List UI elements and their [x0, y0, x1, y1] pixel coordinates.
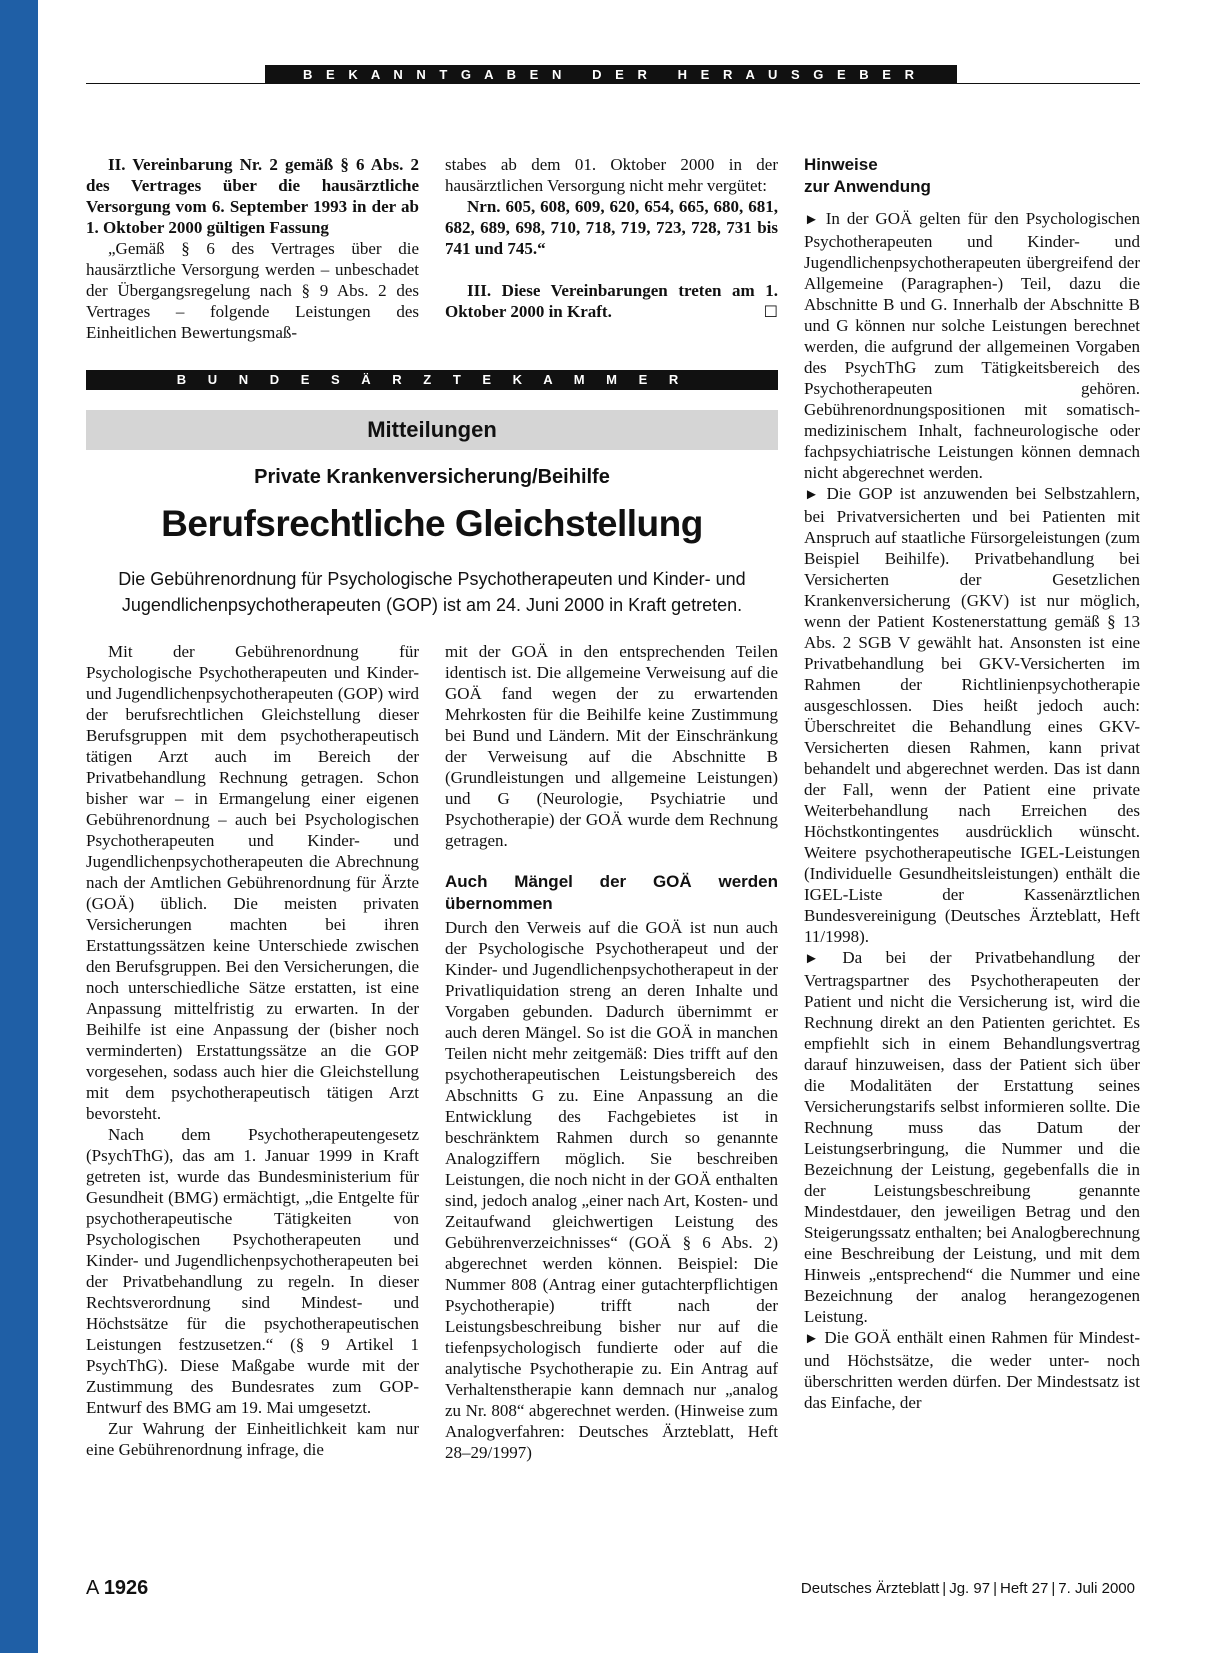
hinweis-text: Die GOP ist anzuwenden bei Selbstzahlern, bei Privatversicherten und bei Patienten mit Anspruch auf staatliche Fürsorgeleistungen (zum Beispiel Beihilfe). Privatbehandlung bei Versicherten der Gesetzlichen Krankenversicherung (GKV) ist nur möglich, wenn der Patient Kostenerstattung gemäß § 13 Abs. 2 SGB V gewählt hat. Ansonsten ist eine Privatbehandlung bei GKV-Versicherten im Rahmen der Richtlinienpsychotherapie ausgeschlossen. Dies heißt jedoch auch: Überschreitet die Behandlung eines GKV-Versicherten diesen Rahmen, kann privat behandelt und abgerechnet werden. Das ist dann der Fall, wenn der Patient eine private Weiterbehandlung nach Erreichen des Höchstkontingentes ausdrücklich wünscht. Weitere psychotherapeutische IGEL-Leistungen (Individuelle Gesundheitsleistungen) enthält die IGEL-Liste der Kassenärztlichen Bundesvereinigung (Deutsches Ärzteblatt, Heft 11/1998). — [804, 484, 1141, 946]
header-section-bar — [265, 65, 957, 84]
hinweis-item — [804, 483, 1140, 947]
article-lead: Die Gebührenordnung für Psychologische Psychotherapeuten und Kinder- und Jugendlichenpsychotherapeuten (GOP) ist am 24. Juni 2000 in Kraft getreten. — [118, 569, 746, 615]
page-prefix: A — [86, 1577, 99, 1599]
inkrafttreten — [445, 280, 778, 322]
article-paragraph: mit der GOÄ in den entsprechenden Teilen identisch ist. Die allgemeine Verweisung auf die GOÄ fand wegen der zu erwartenden Mehrkosten für die Beihilfe keine Zustimmung bei Bund und Ländern. Mit der Einschränkung der Verweisung auf die Abschnitte B (Grundleistungen und allgemeine Leistungen) und G (Neurologie, Psychiatrie und Psychotherapie) der GOÄ wurde dem Rechnung getragen. — [445, 642, 778, 850]
header-rule — [86, 83, 1140, 84]
top-left-column — [86, 154, 419, 343]
bundesaerztekammer-bar — [86, 370, 778, 390]
journal-date: 7. Juli 2000 — [1058, 1580, 1135, 1597]
hinweis-item — [804, 947, 1140, 1327]
article-column-1 — [86, 641, 419, 1460]
article-paragraph: Nach dem Psychotherapeutengesetz (PsychThG), das am 1. Januar 1999 in Kraft getreten ist, wurde das Bundesministerium für Gesundheit (BMG) ermächtigt, „die Entgelte für psychotherapeutische Tätigkeiten von Psychologischen Psychotherapeuten und Kinder- und Jugendlichenpsychotherapeuten bei der Privatbehandlung zu regeln. In dieser Rechtsverordnung sind Mindest- und Höchstsätze für die psychotherapeutischen Leistungen festzusetzen.“ (§ 9 Artikel 1 PsychThG). Diese Maßgabe wurde mit der Zustimmung des Bundesrates zum GOP-Entwurf des BMG am 19. Mai umgesetzt. — [86, 1125, 419, 1417]
arrow-right-icon: ► — [804, 212, 819, 228]
rubric-mitteilungen: Mitteilungen — [86, 410, 778, 450]
page-number-value: 1926 — [103, 1577, 149, 1599]
end-mark-icon: ☐ — [763, 302, 778, 321]
arrow-right-icon: ► — [804, 1331, 819, 1347]
hinweise-heading-line1: Hinweise — [804, 155, 878, 174]
article-title: Berufsrechtliche Gleichstellung — [161, 503, 703, 544]
article-kicker: Private Krankenversicherung/Beihilfe — [254, 466, 610, 488]
page-number — [86, 1577, 148, 1600]
article-paragraph: Zur Wahrung der Einheitlichkeit kam nur eine Gebührenordnung infrage, die — [86, 1419, 419, 1459]
journal-issue: Heft 27 — [999, 1580, 1049, 1597]
hinweise-column — [804, 154, 1140, 1413]
inkrafttreten-text: III. Diese Vereinbarungen treten am 1. Oktober 2000 in Kraft. — [445, 281, 778, 321]
article-paragraph: Durch den Verweis auf die GOÄ ist nun auch der Psychologische Psychotherapeut und der Kinder- und Jugendlichenpsychotherapeut in der Privatliquidation streng an deren Inhalte und Vorgaben gebunden. Dadurch übernimmt er auch deren Mängel. So ist die GOÄ in manchen Teilen nicht mehr zeitgemäß: Dies trifft auf den psychotherapeutischen Leistungsbereich des Abschnitts G zu. Eine Anpassung an die Entwicklung des Fachgebietes ist in beschränktem Rahmen durch so genannte Analogziffern möglich. Sie beschreiben Leistungen, die noch nicht in der GOÄ enthalten sind, jedoch analog „einer nach Art, Kosten- und Zeitaufwand gleichwertigen Leistung des Gebührenverzeichnisses“ (GOÄ § 6 Abs. 2) abgerechnet werden können. Beispiel: Die Nummer 808 (Antrag einer gutachterpflichtigen Psychotherapie) trifft nach der Leistungsbeschreibung bisher nur auf die tiefenpsychologisch fundierte oder auf die analytische Psychotherapie zu. Ein Antrag auf Verhaltenstherapie kann demnach nur „analog zu Nr. 808“ abgerechnet werden. (Hinweise zum Analogverfahren: Deutsches Ärzteblatt, Heft 28–29/1997) — [445, 918, 778, 1462]
article-paragraph: Mit der Gebührenordnung für Psychologische Psychotherapeuten und Kinder- und Jugendlichenpsychotherapeuten (GOP) wird der berufsrechtlichen Gleichstellung dieser Berufsgruppen mit dem psychotherapeutisch tätigen Arzt auch im Bereich der Privatbehandlung Rechnung getragen. Schon bisher war – in Ermangelung einer eigenen Gebührenordnung – auch bei Psychologischen Psychotherapeuten und Kinder- und Jugendlichenpsychotherapeuten die Abrechnung nach der Amtlichen Gebührenordnung für Ärzte (GOÄ) üblich. Die meisten privaten Versicherungen machten bei ihren Erstattungssätzen keine Unterschiede zwischen den Berufsgruppen. Bei den Versicherungen, die noch unterschiedliche Sätze erstatten, ist eine Anpassung mittelfristig zu erwarten. In der Beihilfe ist eine Anpassung der (bisher noch verminderten) Erstattungssätze an die GOP vorgesehen, sodass auch hier die Gleichstellung mit dem psychotherapeutisch tätigen Arzt bevorsteht. — [86, 642, 419, 1123]
vereinbarung-continued: stabes ab dem 01. Oktober 2000 in der hausärztlichen Versorgung nicht mehr vergütet: — [445, 155, 778, 195]
journal-footer: Deutsches Ärzteblatt | Jg. 97 | Heft 27 | 7. Juli 2000 — [800, 1580, 1135, 1597]
hinweis-text: In der GOÄ gelten für den Psychologischen Psychotherapeuten und Kinder- und Jugendlichenpsychotherapeuten übergreifend der Allgemeine (Paragraphen-) Teil, dazu die Abschnitte B und G. Innerhalb der Abschnitte B und G können nur solche Leistungen berechnet werden, die aufgrund der allgemeinen Vorgaben des PsychThG zum Tätigkeitsbereich des Psychotherapeuten gehören. Gebührenordnungspositionen mit somatisch-medizinischem Inhalt, fachneurologische oder fachpsychiatrische Leistungen können demnach nicht abgerechnet werden. — [804, 209, 1141, 482]
arrow-right-icon: ► — [804, 487, 819, 503]
vereinbarung-heading: II. Vereinbarung Nr. 2 gemäß § 6 Abs. 2 des Vertrages über die hausärztliche Versorgung vom 6. September 1993 in der ab 1. Oktober 2000 gültigen Fassung — [86, 155, 419, 237]
vereinbarung-body: „Gemäß § 6 des Vertrages über die hausärztliche Versorgung werden – unbeschadet der Übergangsregelung nach § 9 Abs. 2 des Vertrages – folgende Leistungen des Einheitlichen Bewertungsmaß- — [86, 239, 419, 342]
subheading-maengel: Auch Mängel der GOÄ werden übernommen — [445, 872, 778, 913]
left-color-band — [0, 0, 38, 1653]
header-section-label: B E K A N N T G A B E N D E R H E R A U S G E B E R — [303, 67, 919, 82]
article-column-2 — [445, 641, 778, 1463]
hinweis-text: Da bei der Privatbehandlung der Vertragspartner des Psychotherapeuten der Patient und nicht die Versicherung ist, wird die Rechnung direkt an den Patienten gerichtet. Es empfiehlt sich in einem Behandlungsvertrag darauf hinzuweisen, dass der Patient sich über die Modalitäten der Erstattung seines Versicherungstarifs selbst informieren sollte. Die Rechnung muss das Datum der Leistungserbringung, die Nummer und die Bezeichnung der Leistung, gegebenfalls die in der Leistungsbeschreibung genannte Mindestdauer, den jeweiligen Betrag und den Steigerungssatz enthalten; bei Analogberechnung eine Beschreibung der Leistung, und mit dem Hinweis „entsprechend“ die Nummer und eine Bezeichnung der analog herangezogenen Leistung. — [804, 948, 1141, 1326]
hinweis-item — [804, 1327, 1140, 1413]
hinweise-heading-line2: zur Anwendung — [804, 177, 931, 196]
arrow-right-icon: ► — [804, 951, 819, 967]
hinweis-item — [804, 208, 1140, 483]
hinweis-text: Die GOÄ enthält einen Rahmen für Mindest- und Höchstsätze, die weder unter- noch überschritten werden dürfen. Der Mindestsatz ist das Einfache, der — [804, 1328, 1140, 1412]
bundesaerztekammer-label: B U N D E S Ä R Z T E K A M M E R — [176, 372, 688, 387]
journal-volume: Jg. 97 — [949, 1580, 991, 1597]
journal-name: Deutsches Ärzteblatt — [800, 1580, 940, 1597]
leistungs-nummern: Nrn. 605, 608, 609, 620, 654, 665, 680, 681, 682, 689, 698, 710, 718, 719, 723, 728, 731 bis 741 und 745.“ — [445, 197, 778, 258]
top-middle-column — [445, 154, 778, 322]
